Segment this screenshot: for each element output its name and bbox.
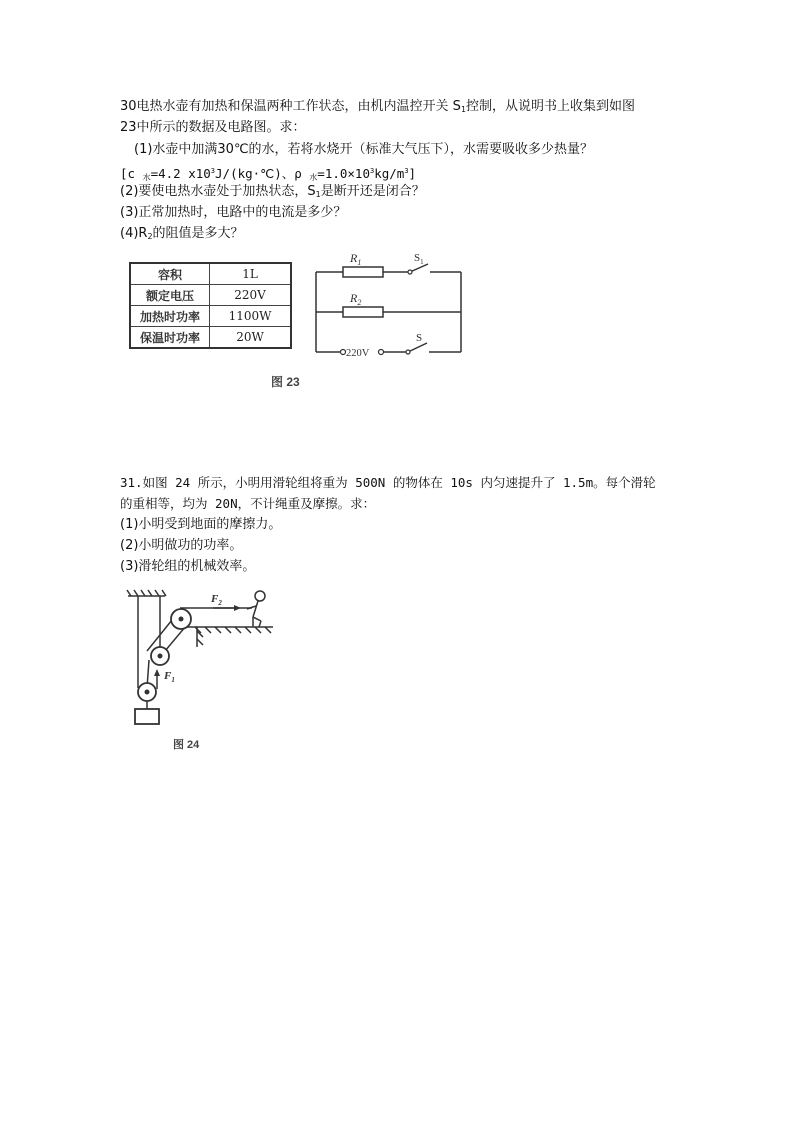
spec-value: 220V — [210, 285, 292, 306]
table-row — [130, 263, 291, 285]
figure-23-caption: 图 23 — [271, 375, 300, 389]
q30-part-4: $(4)R_2$的阻值是多大？ — [120, 226, 244, 241]
terminal-right — [379, 350, 384, 355]
q31-part-1: (1)小明受到地面的摩擦力。 — [120, 517, 282, 532]
label-r2: $R_2$ — [350, 291, 362, 307]
q30-intro-line-1: 30电热水壶有加热和保温两种工作状态，由机内温控开关 $S_1$控制，从说明书上收集到如图 — [120, 99, 636, 114]
kettle-spec-table — [129, 262, 292, 349]
person-figure — [247, 591, 265, 627]
terminal-left — [341, 350, 346, 355]
q30-part-2: (2)要使电热水壶处于加热状态，$S_1$是断开还是闭合？ — [120, 184, 425, 199]
spec-value: 20W — [210, 327, 292, 349]
table-row — [130, 327, 291, 349]
f1-arrowhead — [154, 669, 160, 676]
weight-box — [135, 709, 159, 724]
label-f2: $F_2$ — [211, 593, 222, 607]
spec-key: 额定电压 — [130, 285, 210, 306]
figure-24-caption: 图 24 — [173, 739, 200, 751]
spec-key: 加热时功率 — [130, 306, 210, 327]
table-row — [130, 306, 291, 327]
label-r1: $R_1$ — [350, 251, 362, 267]
label-s: S — [416, 332, 423, 344]
label-f1: $F_1$ — [164, 670, 175, 684]
q30-intro-line-2: 23中所示的数据及电路图。求： — [120, 120, 306, 135]
spec-value: 1L — [210, 263, 292, 285]
q31-part-2: (2)小明做功的功率。 — [120, 538, 243, 553]
q31-part-3: (3)滑轮组的机械效率。 — [120, 559, 256, 574]
circuit-diagram — [310, 250, 470, 365]
label-voltage: 220V — [346, 348, 370, 359]
q30-part-3: (3)正常加热时，电路中的电流是多少？ — [120, 205, 347, 220]
switch-s1 — [410, 264, 428, 272]
pulley-diagram — [125, 585, 280, 730]
q30-given-constants: [c $_水$=4.2 $x10^3J/(kg\cdot℃)$、ρ $_水=1.0\times 10^3kg/m^3$] — [120, 166, 417, 182]
switch-s — [408, 343, 427, 352]
spec-key: 容积 — [130, 263, 210, 285]
q31-intro-line-2: 的重相等，均为 20N，不计绳重及摩擦。求： — [120, 496, 376, 511]
spec-value: 1100W — [210, 306, 292, 327]
resistor-r1 — [343, 267, 383, 277]
table-row — [130, 285, 291, 306]
resistor-r2 — [343, 307, 383, 317]
spec-key: 保温时功率 — [130, 327, 210, 349]
q30-part-1: (1)水壶中加满30℃的水，若将水烧开（标准大气压下），水需要吸收多少热量？ — [134, 142, 594, 157]
label-s1: $S_1$ — [414, 252, 424, 266]
q31-intro-line-1: 31.如图 24 所示，小明用滑轮组将重为 500N 的物体在 10s 内匀速提升了 1.5m。每个滑轮 — [120, 475, 656, 490]
f2-arrowhead — [234, 605, 241, 611]
